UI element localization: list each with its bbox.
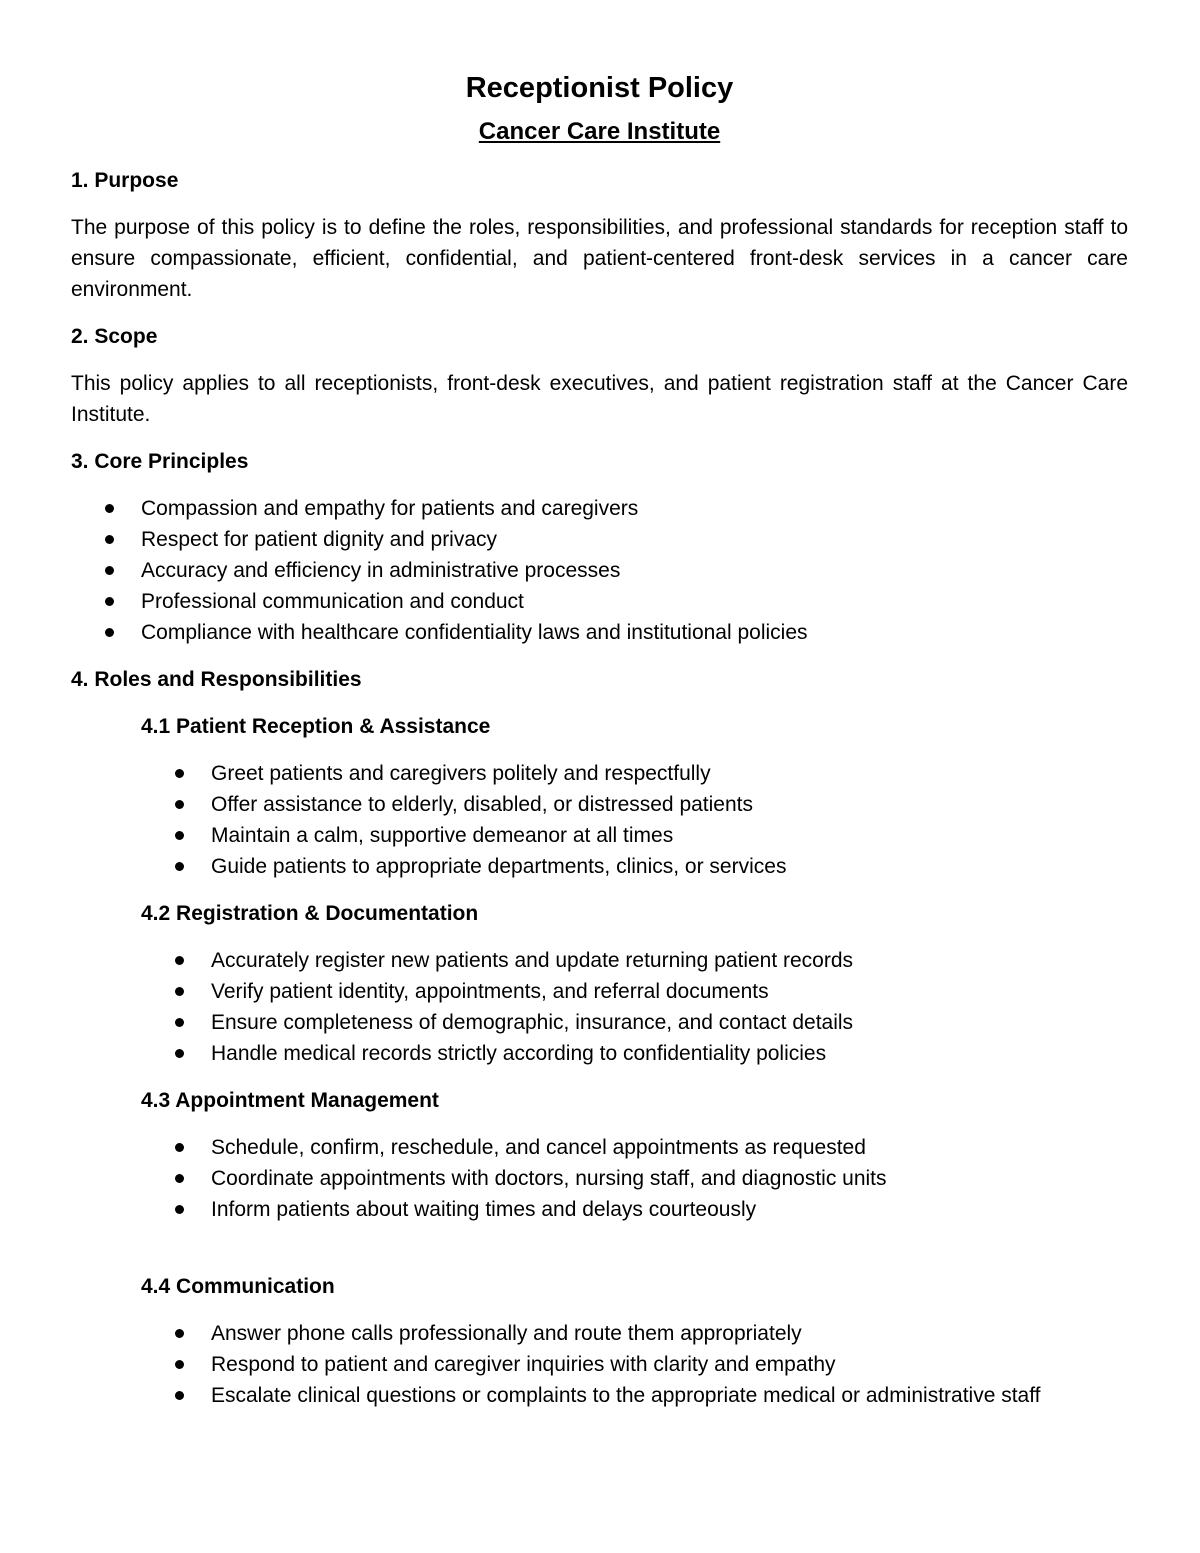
bullet-icon [175,1018,184,1027]
registration-list [71,945,1128,1069]
bullet-icon [175,1143,184,1152]
bullet-icon [105,597,114,606]
list-item: Schedule, confirm, reschedule, and cancel appointments as requested [71,1132,1128,1163]
bullet-icon [175,1205,184,1214]
core-principles-list [71,493,1128,648]
bullet-icon [175,800,184,809]
list-item: Ensure completeness of demographic, insurance, and contact details [71,1007,1128,1038]
list-item: Compassion and empathy for patients and caregivers [71,493,1128,524]
list-item: Compliance with healthcare confidentiality laws and institutional policies [71,617,1128,648]
patient-reception-list [71,758,1128,882]
scope-text: This policy applies to all receptionists, front-desk executives, and patient registration staff at the Cancer Care Institute. [71,372,1128,426]
policy-page [71,68,1128,1411]
document-title: Receptionist Policy [465,72,734,104]
bullet-icon [175,987,184,996]
subsection-heading-4-4: 4.4 Communication [141,1275,335,1298]
list-item: Handle medical records strictly according to confidentiality policies [71,1038,1128,1069]
bullet-icon [175,769,184,778]
subsection-heading-4-3: 4.3 Appointment Management [141,1089,439,1112]
list-item: Guide patients to appropriate departments, clinics, or services [71,851,1128,882]
institute-name: Cancer Care Institute [478,118,721,145]
bullet-icon [175,1360,184,1369]
list-item: Escalate clinical questions or complaints to the appropriate medical or administrative staff [71,1380,1128,1411]
list-item: Offer assistance to elderly, disabled, or distressed patients [71,789,1128,820]
communication-list [71,1318,1128,1411]
bullet-icon [105,628,114,637]
roles-heading: 4. Roles and Responsibilities [71,668,362,691]
bullet-icon [105,566,114,575]
bullet-icon [105,535,114,544]
purpose-heading: 1. Purpose [71,169,179,192]
list-item: Verify patient identity, appointments, and referral documents [71,976,1128,1007]
list-item: Coordinate appointments with doctors, nursing staff, and diagnostic units [71,1163,1128,1194]
bullet-icon [175,1329,184,1338]
list-item: Maintain a calm, supportive demeanor at all times [71,820,1128,851]
bullet-icon [175,1391,184,1400]
list-item: Respect for patient dignity and privacy [71,524,1128,555]
appointment-list [71,1132,1128,1225]
scope-heading: 2. Scope [71,325,158,348]
bullet-icon [105,504,114,513]
bullet-icon [175,831,184,840]
list-item: Accuracy and efficiency in administrative processes [71,555,1128,586]
list-item: Greet patients and caregivers politely and respectfully [71,758,1128,789]
list-item: Answer phone calls professionally and route them appropriately [71,1318,1128,1349]
list-item: Inform patients about waiting times and delays courteously [71,1194,1128,1225]
bullet-icon [175,1174,184,1183]
core-principles-heading: 3. Core Principles [71,450,249,473]
subsection-heading-4-2: 4.2 Registration & Documentation [141,902,479,925]
list-item: Respond to patient and caregiver inquiries with clarity and empathy [71,1349,1128,1380]
bullet-icon [175,862,184,871]
list-item: Accurately register new patients and update returning patient records [71,945,1128,976]
bullet-icon [175,956,184,965]
list-item: Professional communication and conduct [71,586,1128,617]
subsection-heading-4-1: 4.1 Patient Reception & Assistance [141,715,491,738]
bullet-icon [175,1049,184,1058]
purpose-text: The purpose of this policy is to define the roles, responsibilities, and professional standards for reception staff to ensure compassionate, efficient, confidential, and patient-centered front-desk services in a cancer care environment. [71,216,1128,301]
